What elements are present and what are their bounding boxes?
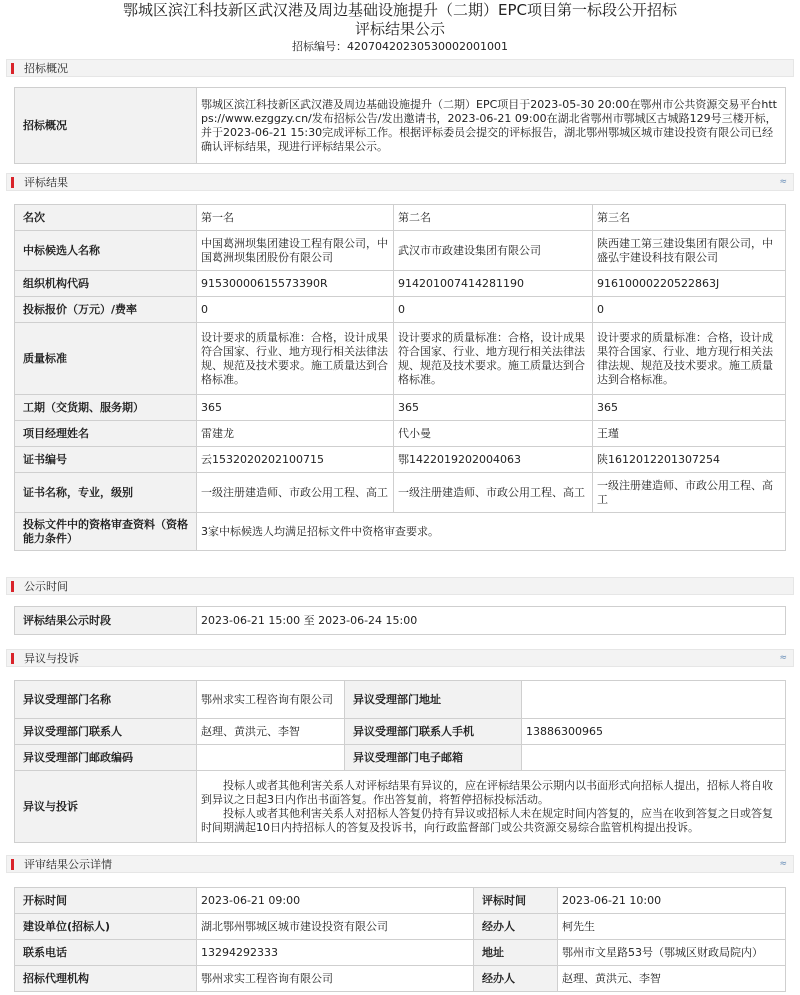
row-label: 异议与投诉 <box>15 771 197 843</box>
cell <box>197 745 345 771</box>
cell: 陕1612012201307254 <box>593 447 786 473</box>
cell: 赵理、黄洪元、李智 <box>558 966 786 992</box>
cell: 第一名 <box>197 205 394 231</box>
cell <box>522 745 786 771</box>
table-row <box>15 395 786 421</box>
overview-label: 招标概况 <box>15 88 197 164</box>
row-label: 异议受理部门联系人手机 <box>345 719 522 745</box>
row-label: 投标报价（万元）/费率 <box>15 297 197 323</box>
collapse-icon[interactable]: ≈ <box>779 859 787 869</box>
cell: 设计要求的质量标准：合格，设计成果符合国家、行业、地方现行相关法律法规、规范及技术要求。施工质量达到合格标准。 <box>394 323 593 395</box>
cell: 鄂州求实工程咨询有限公司 <box>197 681 345 719</box>
row-label: 中标候选人名称 <box>15 231 197 271</box>
table-row <box>15 447 786 473</box>
row-label: 组织机构代码 <box>15 271 197 297</box>
row-label: 异议受理部门地址 <box>345 681 522 719</box>
row-label: 名次 <box>15 205 197 231</box>
row-label: 地址 <box>474 940 558 966</box>
row-label: 工期（交货期、服务期） <box>15 395 197 421</box>
publicity-text: 2023-06-21 15:00 至 2023-06-24 15:00 <box>197 607 786 635</box>
cell: 2023-06-21 10:00 <box>558 888 786 914</box>
cell: 365 <box>394 395 593 421</box>
overview-table <box>14 87 786 164</box>
row-label: 异议受理部门联系人 <box>15 719 197 745</box>
overview-text: 鄂城区滨江科技新区武汉港及周边基础设施提升（二期）EPC项目于2023-05-30 20:00在鄂州市公共资源交易平台https://www.ezggzy.cn/发布招标公告/发出邀请书，2023-06-21 09:00在湖北省鄂州市鄂城区古城路129号三楼开标，并于2023-06-21 15:30完成评标工作。根据评标委员会提交的评标报告，湖北鄂州鄂城区城市建设投资有限公司已经确认评标结果，现进行评标结果公示。 <box>197 88 786 164</box>
section-marker <box>11 63 14 74</box>
cell: 王瑾 <box>593 421 786 447</box>
row-label: 证书名称，专业，级别 <box>15 473 197 513</box>
section-marker <box>11 859 14 870</box>
cell: 3家中标候选人均满足招标文件中资格审查要求。 <box>197 513 786 551</box>
cell: 赵理、黄洪元、李智 <box>197 719 345 745</box>
table-row <box>15 513 786 551</box>
cell: 鄂州求实工程咨询有限公司 <box>197 966 474 992</box>
cell: 陕西建工第三建设集团有限公司，中盛弘宇建设科技有限公司 <box>593 231 786 271</box>
page-title: 鄂城区滨江科技新区武汉港及周边基础设施提升（二期）EPC项目第一标段公开招标 <box>122 1 677 19</box>
section-marker <box>11 581 14 592</box>
row-label: 建设单位(招标人) <box>15 914 197 940</box>
page-header <box>0 0 800 54</box>
cell: 365 <box>593 395 786 421</box>
cell: 13886300965 <box>522 719 786 745</box>
section-title: 异议与投诉 <box>24 652 79 665</box>
table-row <box>15 421 786 447</box>
row-label: 异议受理部门名称 <box>15 681 197 719</box>
cell: 第二名 <box>394 205 593 231</box>
cell: 2023-06-21 09:00 <box>197 888 474 914</box>
section-title: 评标结果 <box>24 176 68 189</box>
table-row <box>15 473 786 513</box>
publicity-table <box>14 606 786 635</box>
table-row <box>15 205 786 231</box>
cell: 设计要求的质量标准：合格，设计成果符合国家、行业、地方现行相关法律法规、规范及技术要求。施工质量达到合格标准。 <box>593 323 786 395</box>
section-title: 招标概况 <box>24 62 68 75</box>
cell: 柯先生 <box>558 914 786 940</box>
cell: 91530000615573390R <box>197 271 394 297</box>
cell: 设计要求的质量标准：合格，设计成果符合国家、行业、地方现行相关法律法规、规范及技术要求。施工质量达到合格标准。 <box>197 323 394 395</box>
row-label: 经办人 <box>474 966 558 992</box>
cell: 湖北鄂州鄂城区城市建设投资有限公司 <box>197 914 474 940</box>
section-header-details[interactable] <box>6 855 794 873</box>
table-row <box>15 271 786 297</box>
cell: 一级注册建造师、市政公用工程、高工 <box>394 473 593 513</box>
row-label: 评标时间 <box>474 888 558 914</box>
cell: 13294292333 <box>197 940 474 966</box>
section-header-publicity <box>6 577 794 595</box>
cell: 中国葛洲坝集团建设工程有限公司，中国葛洲坝集团股份有限公司 <box>197 231 394 271</box>
section-header-objection[interactable] <box>6 649 794 667</box>
table-row <box>15 297 786 323</box>
complaint-paragraph: 投标人或者其他利害关系人对招标人答复仍持有异议或招标人未在规定时间内答复的，应当在收到答复之日或答复时间期满起10日内持招标人的答复及投诉书，向行政监督部门或公共资源交易综合监管机构提出投诉。 <box>201 806 773 834</box>
row-label: 经办人 <box>474 914 558 940</box>
publicity-label: 评标结果公示时段 <box>15 607 197 635</box>
cell: 武汉市市政建设集团有限公司 <box>394 231 593 271</box>
row-label: 质量标准 <box>15 323 197 395</box>
row-label: 异议受理部门电子邮箱 <box>345 745 522 771</box>
row-label: 证书编号 <box>15 447 197 473</box>
row-label: 项目经理姓名 <box>15 421 197 447</box>
collapse-icon[interactable]: ≈ <box>779 653 787 663</box>
section-header-overview <box>6 59 794 77</box>
collapse-icon[interactable]: ≈ <box>779 177 787 187</box>
cell: 0 <box>197 297 394 323</box>
cell: 一级注册建造师、市政公用工程、高工 <box>593 473 786 513</box>
cell: 雷建龙 <box>197 421 394 447</box>
cell: 云1532020202100715 <box>197 447 394 473</box>
complaint-text <box>197 771 786 843</box>
cell: 代小曼 <box>394 421 593 447</box>
section-marker <box>11 653 14 664</box>
table-row <box>15 231 786 271</box>
row-label: 联系电话 <box>15 940 197 966</box>
row-label: 招标代理机构 <box>15 966 197 992</box>
section-marker <box>11 177 14 188</box>
page-subtitle: 评标结果公示 <box>354 20 445 38</box>
cell: 鄂州市文星路53号（鄂城区财政局院内） <box>558 940 786 966</box>
cell: 365 <box>197 395 394 421</box>
cell: 914201007414281190 <box>394 271 593 297</box>
cell: 一级注册建造师、市政公用工程、高工 <box>197 473 394 513</box>
tender-code: 招标编号：42070420230530002001001 <box>292 40 508 53</box>
cell <box>522 681 786 719</box>
row-label: 投标文件中的资格审查资料（资格能力条件） <box>15 513 197 551</box>
section-title: 公示时间 <box>24 580 68 593</box>
details-table <box>14 887 786 992</box>
row-label: 异议受理部门邮政编码 <box>15 745 197 771</box>
cell: 第三名 <box>593 205 786 231</box>
section-header-results[interactable] <box>6 173 794 191</box>
cell: 0 <box>593 297 786 323</box>
results-table <box>14 204 786 551</box>
row-label: 开标时间 <box>15 888 197 914</box>
section-title: 评审结果公示详情 <box>24 858 112 871</box>
cell: 0 <box>394 297 593 323</box>
objection-table <box>14 680 786 843</box>
complaint-paragraph: 投标人或者其他利害关系人对评标结果有异议的，应在评标结果公示期内以书面形式向招标人提出，招标人将自收到异议之日起3日内作出书面答复。作出答复前，将暂停招标投标活动。 <box>201 778 773 806</box>
cell: 鄂1422019202004063 <box>394 447 593 473</box>
table-row <box>15 323 786 395</box>
cell: 91610000220522863J <box>593 271 786 297</box>
